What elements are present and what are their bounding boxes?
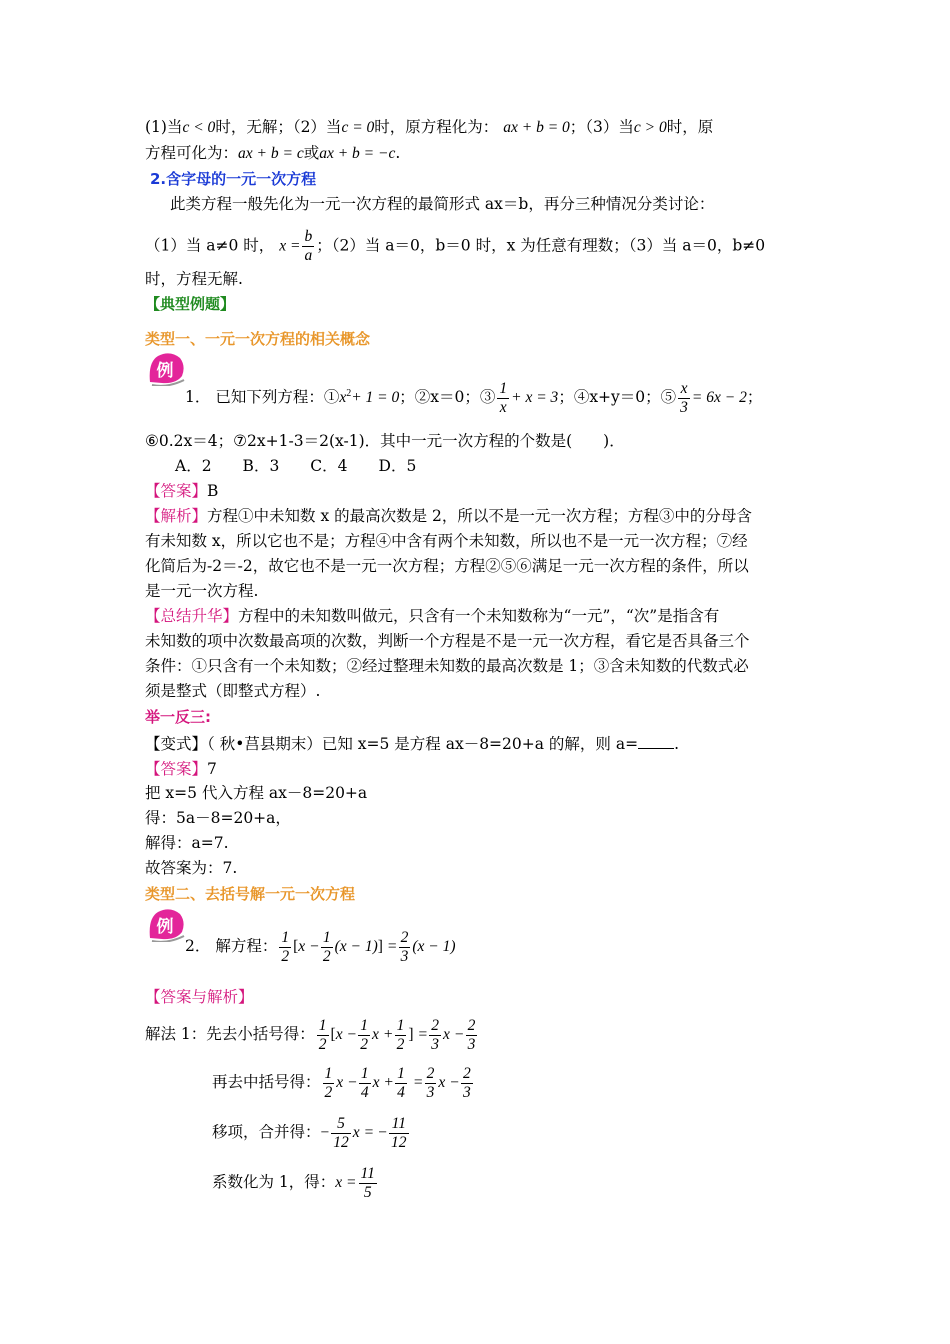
section2-line-2: （1）当 a≠0 时， x = $\frac{b}{a}$ ；（2）当 a＝0，b＝0 时，x 为任意有理数；（3）当 a＝0，b≠0 — [145, 228, 766, 264]
s1-frac-c: $\frac{1}{2}$ — [396, 1016, 405, 1053]
solution-step-4: 系数化为 1，得：x = $\frac{11}{5}$ — [212, 1164, 375, 1201]
solution-step-2: 再去中括号得： $\frac{1}{2}$ x − $\frac{1}{4}$ x + $\frac{1}{4}$ = $\frac{2}{3}$ x − $\frac{2}{3}$ — [212, 1064, 471, 1101]
answer-1: 【答案】B — [145, 482, 219, 500]
intro-line-2: 方程可化为：ax + b = c或ax + b = −c. — [145, 144, 401, 162]
question-1-options: A．2 B．3 C．4 D．5 — [175, 457, 417, 475]
fraction-b-over-a: $\frac{b}{a}$ — [304, 228, 313, 264]
s1-frac-b: $\frac{1}{2}$ — [360, 1016, 369, 1053]
badge-label: 例 — [156, 361, 174, 381]
variant-question: 【变式】（ 秋•莒县期末）已知 x=5 是方程 ax－8=20+a 的解，则 a= . — [145, 735, 680, 753]
question-1-line-2: ⑥0.2x＝4；⑦2x+1-3＝2(x-1)．其中一元一次方程的个数是( )． — [145, 432, 625, 450]
summary-line-2: 未知数的项中次数最高项的次数，判断一个方程是不是一元一次方程，看它是否具备三个 — [145, 632, 750, 650]
intro-line-1: (1)当c < 0时，无解；（2）当c = 0时，原方程化为： ax + b = 0；（3）当c > 0时，原 — [145, 118, 714, 136]
s2-frac-c: $\frac{1}{4}$ — [397, 1064, 405, 1101]
s2-frac-d: $\frac{2}{3}$ — [426, 1064, 435, 1101]
analysis-1-line-2: 有未知数 x，所以它也不是；方程④中含有两个未知数，所以也不是一元一次方程；⑦经 — [145, 532, 748, 550]
example-badge-icon-2 — [146, 908, 186, 942]
variant-step-3: 解得：a=7. — [145, 834, 229, 852]
variant-step-4: 故答案为：7. — [145, 859, 238, 877]
variant-answer: 【答案】7 — [145, 760, 217, 778]
s1-frac-a: $\frac{1}{2}$ — [318, 1016, 327, 1053]
frac-1-2: $\frac{1}{2}$ — [281, 928, 290, 965]
s2-frac-b: $\frac{1}{4}$ — [360, 1064, 369, 1101]
section2-line-1: 此类方程一般先化为一元一次方程的最简形式 ax＝b，再分三种情况分类讨论： — [170, 195, 715, 213]
variant-heading: 举一反三: — [145, 708, 211, 726]
s2-frac-a: $\frac{1}{2}$ — [324, 1064, 333, 1101]
analysis-1-line-4: 是一元一次方程. — [145, 582, 259, 600]
s1-frac-d: $\frac{2}{3}$ — [431, 1016, 439, 1053]
summary-line-4: 须是整式（即整式方程）. — [145, 682, 321, 700]
question-2: 2． 解方程： $\frac{1}{2}$ [x − $\frac{1}{2}$ (x − 1)] = $\frac{2}{3}$ (x − 1) — [185, 928, 456, 965]
variant-step-2: 得：5a－8=20+a， — [145, 809, 291, 827]
type2-heading: 类型二、去括号解一元一次方程 — [145, 885, 356, 903]
section-heading-letters: 2.含字母的一元一次方程 — [150, 170, 317, 188]
analysis-1-line-3: 化简后为-2＝-2，故它也不是一元一次方程；方程②⑤⑥满足一元一次方程的条件，所以 — [145, 557, 749, 575]
s1-frac-e: $\frac{2}{3}$ — [467, 1016, 476, 1053]
s2-frac-e: $\frac{2}{3}$ — [462, 1064, 471, 1101]
frac-1-2b: $\frac{1}{2}$ — [322, 928, 331, 965]
s3-frac-b: $\frac{11}{12}$ — [391, 1114, 407, 1151]
fraction-x-over-3: $\frac{x}{3}$ — [680, 379, 688, 416]
answer-analysis-tag: 【答案与解析】 — [145, 988, 254, 1006]
badge-label-2: 例 — [156, 917, 174, 937]
answer-blank — [638, 734, 674, 749]
frac-2-3: $\frac{2}{3}$ — [400, 928, 409, 965]
question-1: 1． 已知下列方程：$①x^2+ 1 = 0$；②x＝0；③ $\frac{1}{x}$ + x = 3；④x+y＝0；⑤ $\frac{x}{3}$ = 6x − 2； — [185, 379, 763, 416]
summary-line-1: 【总结升华】方程中的未知数叫做元，只含有一个未知数称为“一元”，“次”是指含有 — [145, 607, 720, 625]
type1-heading: 类型一、一元一次方程的相关概念 — [145, 330, 371, 348]
solution-step-3: 移项，合并得：− $\frac{5}{12}$ x = − $\frac{11}{12}$ — [212, 1114, 407, 1151]
example-badge-icon — [146, 352, 186, 386]
s3-frac-a: $\frac{5}{12}$ — [333, 1114, 349, 1151]
solution-step-1: 解法 1：先去小括号得： $\frac{1}{2}$ [x − $\frac{1}{2}$ x + $\frac{1}{2}$ ] = $\frac{2}{3}$ x − $\frac{2}{3}$ — [145, 1016, 476, 1053]
section2-line-3: 时，方程无解. — [145, 270, 243, 288]
variant-step-1: 把 x=5 代入方程 ax－8=20+a — [145, 784, 368, 802]
fraction-1-over-x: $\frac{1}{x}$ — [499, 379, 508, 416]
typical-examples-heading: 【典型例题】 — [145, 295, 236, 313]
analysis-1-line-1: 【解析】方程①中未知数 x 的最高次数是 2，所以不是一元一次方程；方程③中的分母含 — [145, 507, 752, 525]
summary-line-3: 条件：①只含有一个未知数；②经过整理未知数的最高次数是 1；③含未知数的代数式必 — [145, 657, 749, 675]
s4-frac: $\frac{11}{5}$ — [360, 1164, 375, 1201]
